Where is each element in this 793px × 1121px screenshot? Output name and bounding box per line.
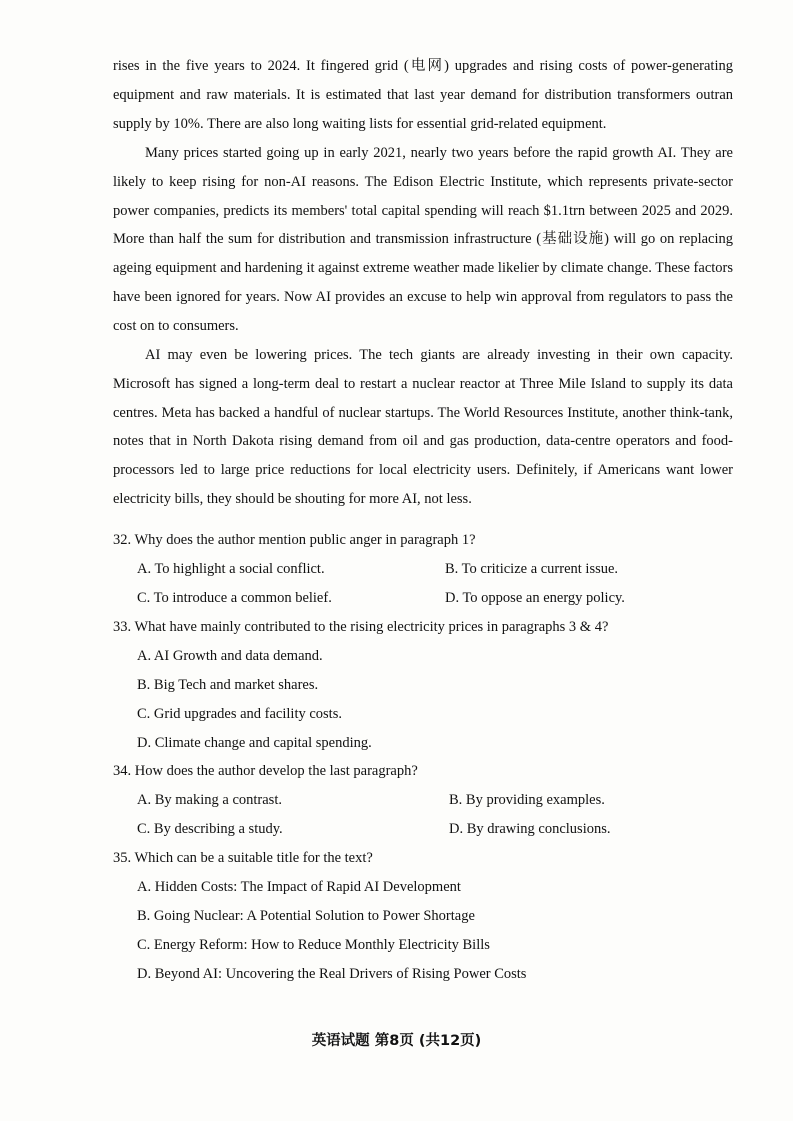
question-32-option-c[interactable]: C. To introduce a common belief.	[137, 590, 332, 606]
question-35-option-d[interactable]: D. Beyond AI: Uncovering the Real Drivers of Rising Power Costs	[137, 966, 527, 982]
question-32-option-a[interactable]: A. To highlight a social conflict.	[137, 561, 325, 577]
paragraph-prices: Many prices started going up in early 2021, nearly two years before the rapid growth AI. They are likely to keep rising for non-AI reasons. The Edison Electric Institute, which represents private-sector power companies, predicts its members' total capital spending will reach $1.1trn between 2025 and 2029. More than half the sum for distribution and transmission infrastructure (基础设施) will go on replacing ageing equipment and hardening it against extreme weather made likelier by climate change. These factors have been ignored for years. Now AI provides an excuse to help win approval from regulators to pass the cost on to consumers.	[113, 145, 733, 334]
paragraph-ai-lowering-prices: AI may even be lowering prices. The tech giants are already investing in their own capacity. Microsoft has signed a long-term deal to restart a nuclear reactor at Three Mile Island to supply its data centres. Meta has backed a handful of nuclear startups. The World Resources Institute, another think-tank, notes that in North Dakota rising demand from oil and gas production, data-centre operators and food-processors led to large price reductions for local electricity users. Definitely, if Americans want lower electricity bills, they should be shouting for more AI, not less.	[113, 347, 733, 507]
question-35-option-a[interactable]: A. Hidden Costs: The Impact of Rapid AI Development	[137, 879, 461, 895]
question-34-option-d[interactable]: D. By drawing conclusions.	[449, 821, 611, 837]
question-35-option-c[interactable]: C. Energy Reform: How to Reduce Monthly Electricity Bills	[137, 937, 490, 953]
question-35-stem: 35. Which can be a suitable title for the text?	[113, 850, 373, 866]
question-34-option-c[interactable]: C. By describing a study.	[137, 821, 283, 837]
question-33-option-a[interactable]: A. AI Growth and data demand.	[137, 648, 323, 664]
question-33-option-d[interactable]: D. Climate change and capital spending.	[137, 735, 372, 751]
question-34-option-b[interactable]: B. By providing examples.	[449, 792, 605, 808]
question-33-option-c[interactable]: C. Grid upgrades and facility costs.	[137, 706, 342, 722]
question-32-stem: 32. Why does the author mention public anger in paragraph 1?	[113, 532, 476, 548]
question-32-option-b[interactable]: B. To criticize a current issue.	[445, 561, 619, 577]
question-35-option-b[interactable]: B. Going Nuclear: A Potential Solution to Power Shortage	[137, 908, 475, 924]
question-33-stem: 33. What have mainly contributed to the rising electricity prices in paragraphs 3 & 4?	[113, 619, 609, 635]
question-34-option-a[interactable]: A. By making a contrast.	[137, 792, 282, 808]
question-32-option-d[interactable]: D. To oppose an energy policy.	[445, 590, 625, 606]
page-footer: 英语试题 第8页 (共12页)	[311, 1033, 482, 1049]
paragraph-continued: rises in the five years to 2024. It fingered grid (电网) upgrades and rising costs of power-generating equipment and raw materials. It is estimated that last year demand for distribution transformers outran supply by 10%. There are also long waiting lists for essential grid-related equipment.	[113, 58, 733, 132]
question-34-stem: 34. How does the author develop the last paragraph?	[113, 763, 418, 779]
question-33-option-b[interactable]: B. Big Tech and market shares.	[137, 677, 319, 693]
